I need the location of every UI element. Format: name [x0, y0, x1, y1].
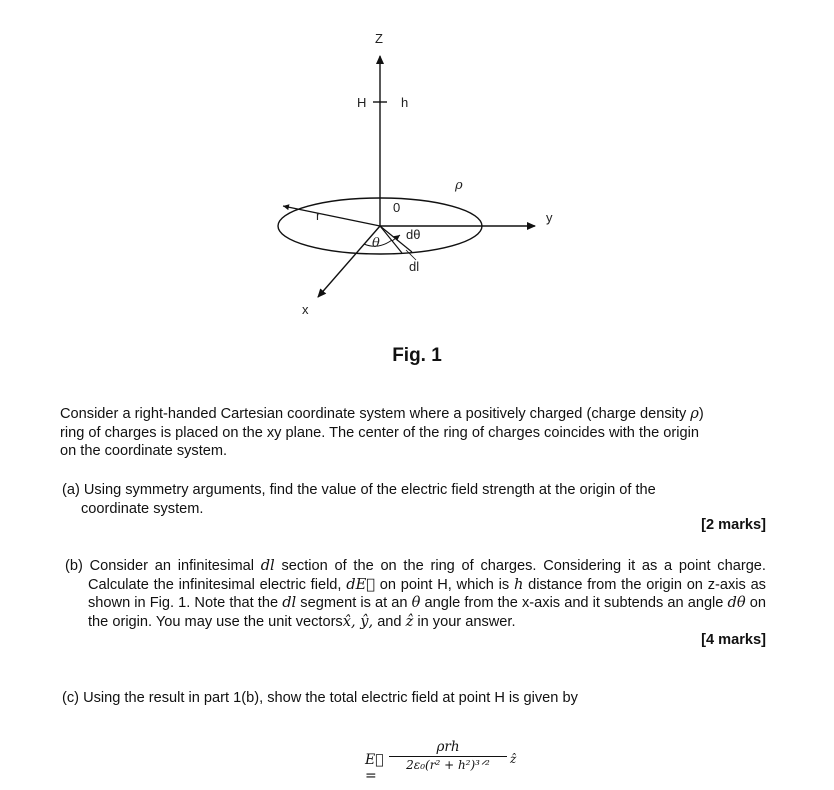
figure-1-diagram — [0, 0, 834, 380]
x-axis — [318, 226, 380, 297]
part-c-question: (c) Using the result in part 1(b), show the total electric field at point H is given by — [62, 690, 578, 706]
intro-line-3: on the coordinate system. — [60, 443, 228, 459]
z-axis-label: Z — [375, 31, 383, 46]
x-axis-label: x — [302, 302, 309, 317]
formula-unit-vector: ẑ — [510, 752, 517, 766]
dtheta-label: dθ — [406, 227, 421, 242]
dl-label: dl — [409, 259, 420, 274]
origin-label: 0 — [393, 200, 401, 215]
part-b-question: (b) Consider an infinitesimal dl section of the on the ring of charges. Considering it as a point charge. Calculate the infinitesimal electric field, dE⃗ on point H, which is h distance from the origin on z-axis as shown in Fig. 1. Note that the dl segment is at an θ angle from the x-axis and it subtends an angle dθ on the origin. You may use the unit vectorsx̂, ŷ, and ẑ in your answer. — [65, 557, 766, 630]
y-axis-label: y — [546, 210, 553, 225]
part-a-line-1: (a) Using symmetry arguments, find the value of the electric field strength at the origin of the — [62, 482, 656, 498]
formula-lhs: E⃗ = — [365, 752, 384, 784]
intro-paragraph — [60, 405, 780, 461]
height-h-label: h — [401, 95, 409, 110]
charge-density-label: ρ — [455, 178, 463, 193]
radius-vector — [283, 206, 380, 226]
formula-denominator: 2ε₀(r² + h²)³ᐟ² — [406, 758, 490, 772]
figure-caption: Fig. 1 — [392, 345, 442, 366]
dtheta-angle-arc — [392, 235, 400, 241]
intro-line-1: Consider a right-handed Cartesian coordinate system where a positively charged (charge density ρ) — [60, 405, 704, 422]
dl-radial-line-1 — [380, 226, 402, 253]
formula-fraction — [389, 738, 507, 774]
part-a-line-2: coordinate system. — [81, 500, 204, 517]
part-a-marks: [2 marks] — [701, 517, 766, 533]
point-h-label: H — [357, 95, 367, 110]
intro-line-2: ring of charges is placed on the xy plane. The center of the ring of charges coincides with the origin — [60, 424, 699, 441]
radius-label: r — [316, 208, 321, 223]
theta-label: θ — [372, 236, 380, 251]
formula-numerator: ρrh — [436, 739, 460, 755]
part-b-marks: [4 marks] — [701, 632, 766, 648]
part-a-question — [62, 481, 762, 518]
